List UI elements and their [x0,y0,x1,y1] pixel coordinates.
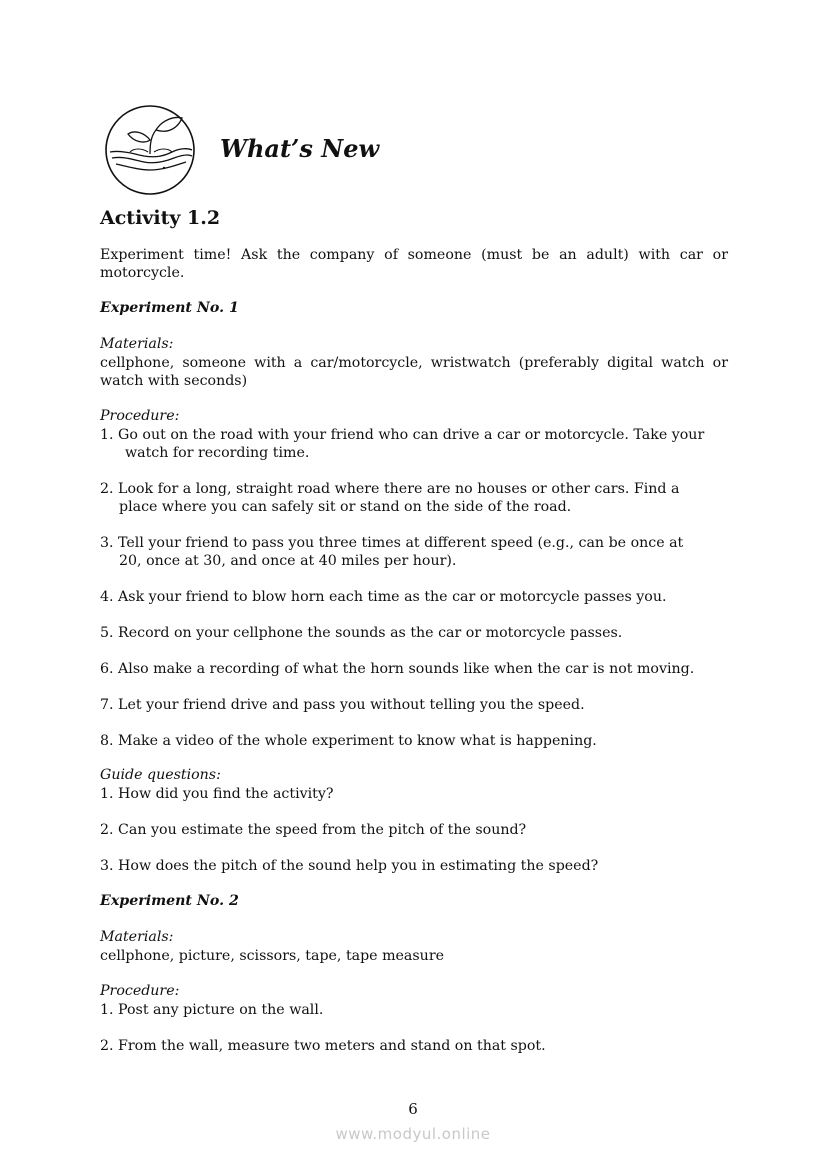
experiment-2-materials: cellphone, picture, scissors, tape, tape measure [100,948,444,964]
page-number: 6 [408,1100,418,1118]
procedure-step-line: 2. Look for a long, straight road where there are no houses or other cars. Find a [100,481,680,497]
guide-question: 3. How does the pitch of the sound help you in estimating the speed? [100,858,599,874]
section-title: What’s New [220,134,380,163]
guide-questions-label: Guide questions: [100,767,221,783]
watermark: www.modyul.online [335,1125,491,1143]
activity-intro: Experiment time! Ask the company of someone (must be an adult) with car or motorcycle. [100,247,728,281]
procedure-step-continuation: place where you can safely sit or stand on the side of the road. [119,499,572,515]
experiment-1-procedure-label: Procedure: [100,408,180,424]
procedure-step [100,534,728,570]
activity-title: Activity 1.2 [100,207,221,229]
experiment-2-title: Experiment No. 2 [100,893,239,909]
procedure-step-line: 1. Go out on the road with your friend who can drive a car or motorcycle. Take your [100,427,705,443]
experiment-1-materials-label: Materials: [100,336,174,352]
experiment-2-materials-label: Materials: [100,929,174,945]
procedure-step: 1. Post any picture on the wall. [100,1002,324,1018]
procedure-step: 5. Record on your cellphone the sounds as the car or motorcycle passes. [100,625,623,641]
procedure-step [100,480,728,516]
procedure-step: 6. Also make a recording of what the horn sounds like when the car is not moving. [100,661,695,677]
procedure-step [100,426,728,462]
experiment-1-materials: cellphone, someone with a car/motorcycle, wristwatch (preferably digital watch or watch with seconds) [100,355,728,389]
experiment-2-procedure-label: Procedure: [100,983,180,999]
experiment-1-title: Experiment No. 1 [100,300,239,316]
procedure-step: 7. Let your friend drive and pass you without telling you the speed. [100,697,585,713]
hands-holding-plant-icon [104,104,196,196]
guide-question: 1. How did you find the activity? [100,786,334,802]
guide-question: 2. Can you estimate the speed from the pitch of the sound? [100,822,527,838]
procedure-step: 2. From the wall, measure two meters and stand on that spot. [100,1038,546,1054]
procedure-step: 8. Make a video of the whole experiment to know what is happening. [100,733,597,749]
procedure-step-continuation: watch for recording time. [125,445,310,461]
procedure-step-line: 3. Tell your friend to pass you three times at different speed (e.g., can be once at [100,535,684,551]
procedure-step-continuation: 20, once at 30, and once at 40 miles per hour). [119,553,457,569]
procedure-step: 4. Ask your friend to blow horn each time as the car or motorcycle passes you. [100,589,667,605]
